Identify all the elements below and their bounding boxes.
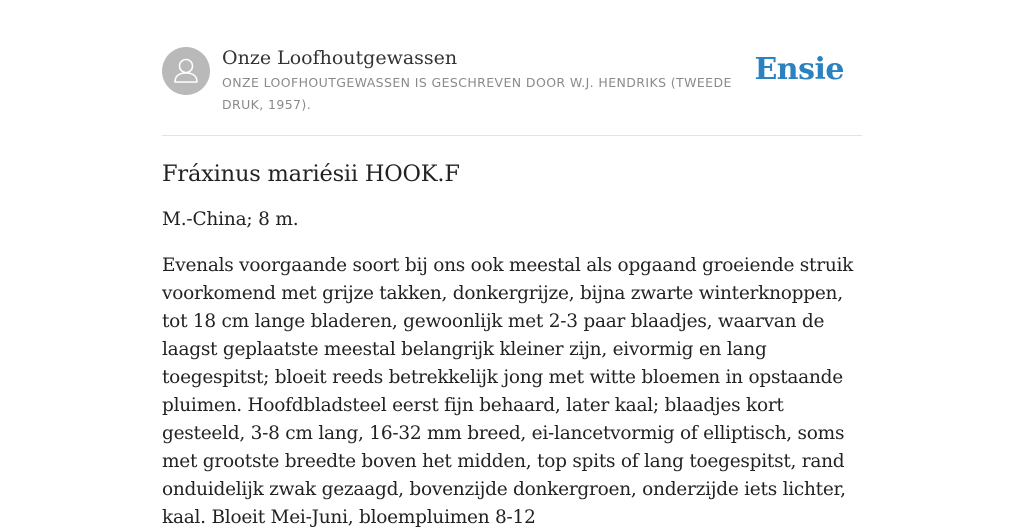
entry-description: Evenals voorgaande soort bij ons ook meestal als opgaand groeiende struik voorkomend met grijze takken, donkergrijze, bijna zwarte winterknoppen, tot 18 cm lange bladeren, gewoonlijk met 2-3 paar blaadjes, waarvan de laagst geplaatste meestal belangrijk kleiner zijn, eivormig en lang toegespitst; bloeit reeds betrekkelijk jong met witte bloemen in opstaande pluimen. Hoofdbladsteel eerst fijn behaard, later kaal; blaadjes kort gesteeld, 3-8 cm lang, 16-32 mm breed, ei-lancetvormig of elliptisch, soms met grootste breedte boven het midden, top spits of lang toegespitst, rand onduidelijk zwak gezaagd, bovenzijde donkergroen, onderzijde iets lichter, kaal. Bloeit Mei-Juni, bloempluimen 8-12 <box>162 255 854 528</box>
entry-content <box>162 156 862 532</box>
user-silhouette-icon <box>162 47 210 95</box>
source-title[interactable]: Onze Loofhoutgewassen <box>222 47 458 69</box>
entry-title: Fráxinus mariésii HOOK.F <box>162 161 460 187</box>
ensie-logo-link[interactable]: Ensie <box>754 52 844 87</box>
entry-origin: M.-China; 8 m. <box>162 209 299 230</box>
header-divider <box>162 135 862 136</box>
source-header <box>162 46 862 134</box>
source-subtitle: ONZE LOOFHOUTGEWASSEN IS GESCHREVEN DOOR W.J. HENDRIKS (TWEEDE DRUK, 1957). <box>222 75 732 112</box>
